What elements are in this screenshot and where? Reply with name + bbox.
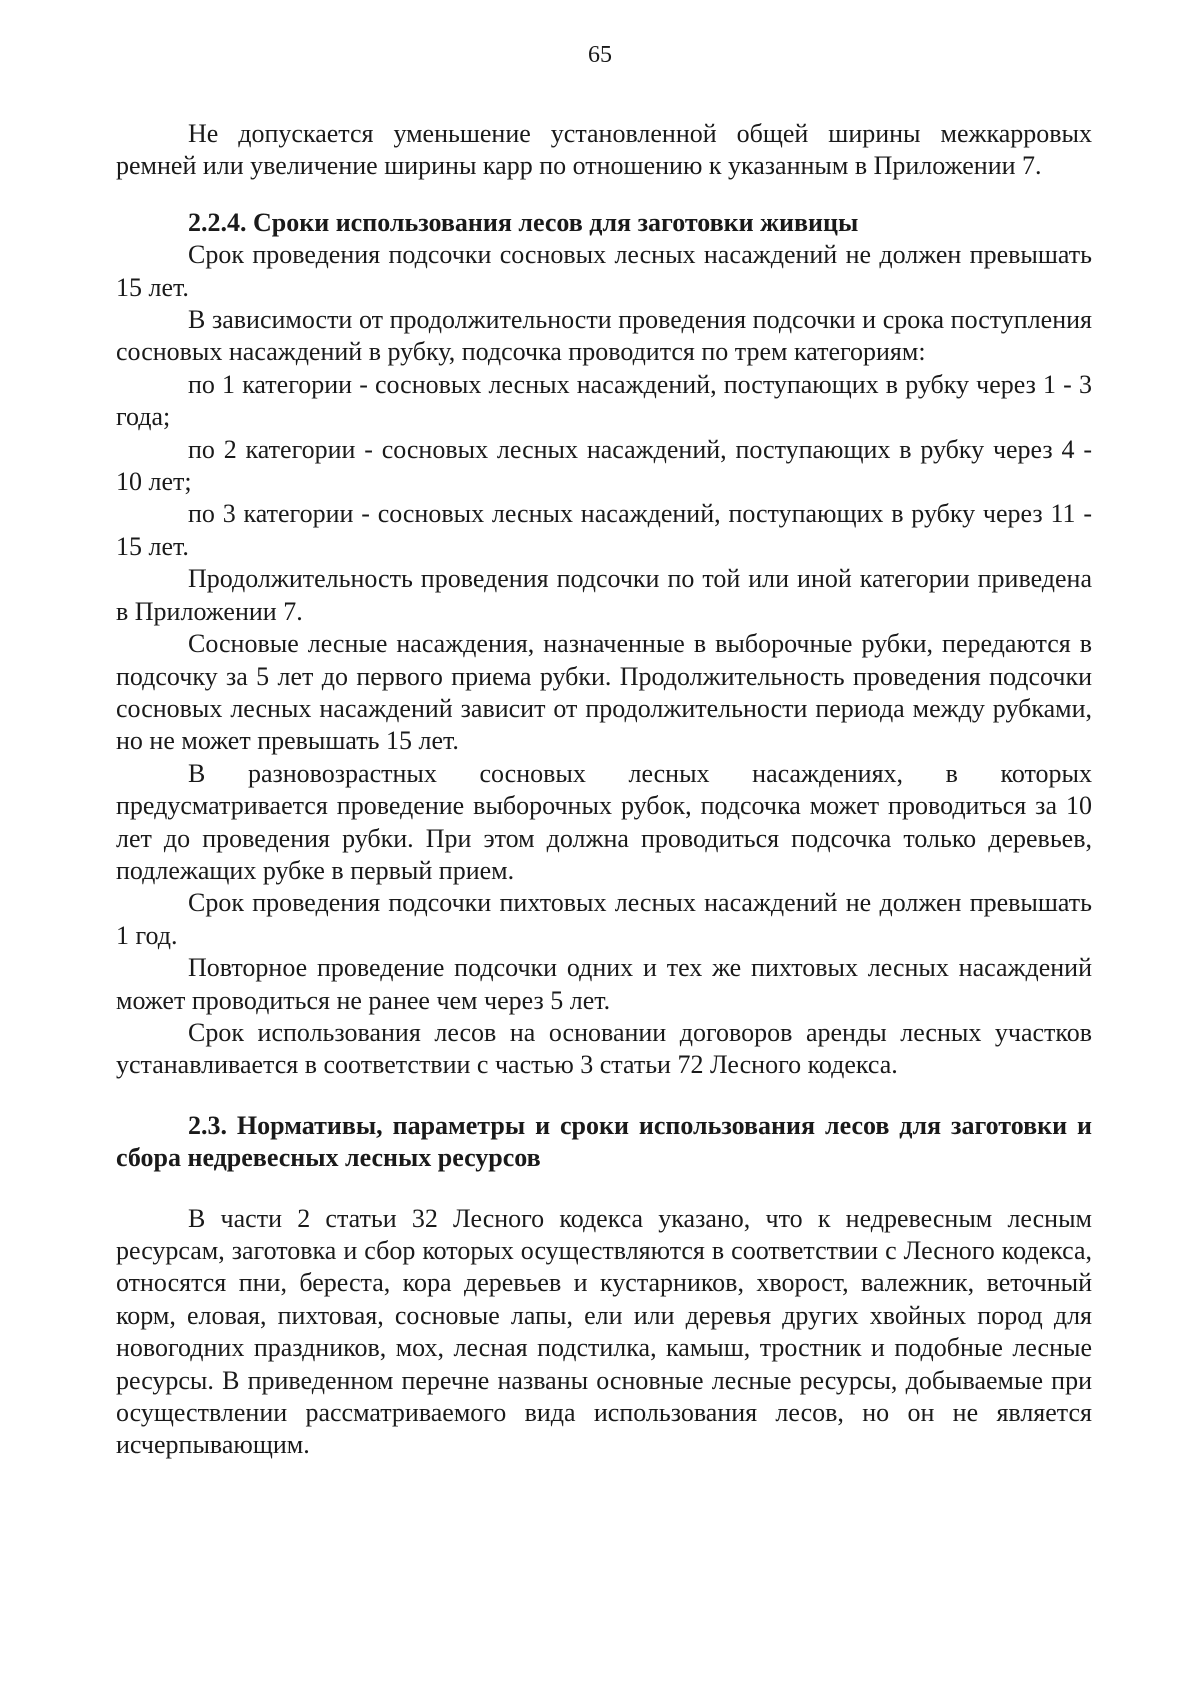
section-heading-2-2-4: 2.2.4. Сроки использования лесов для заготовки живицы	[188, 207, 859, 237]
page-number: 65	[588, 42, 612, 68]
paragraph-category-3: по 3 категории - сосновых лесных насаждений, поступающих в рубку через 11 - 15 лет.	[116, 499, 1092, 561]
paragraph-tapping-categories-intro: В зависимости от продолжительности проведения подсочки и срока поступления сосновых насаждений в рубку, подсочка проводится по трем категориям:	[116, 305, 1092, 367]
document-body	[116, 118, 1092, 1462]
paragraph-category-1: по 1 категории - сосновых лесных насаждений, поступающих в рубку через 1 - 3 года;	[116, 369, 1092, 432]
paragraph-non-timber-resources: В части 2 статьи 32 Лесного кодекса указано, что к недревесным лесным ресурсам, заготовка и сбор которых осуществляются в соответствии с Лесного кодекса, относятся пни, береста, кора деревьев и кустарников, хворост, валежник, веточный корм, еловая, пихтовая, сосновые лапы, ели или деревья других хвойных пород для новогодних праздников, мох, лесная подстилка, камыш, тростник и подобные лесные ресурсы. В приведенном перечне названы основные лесные ресурсы, добываемые при осуществлении рассматриваемого вида использования лесов, но он не является исчерпывающим.	[116, 1203, 1092, 1460]
paragraph-fir-tapping-term: Срок проведения подсочки пихтовых лесных насаждений не должен превышать 1 год.	[116, 888, 1092, 950]
section-heading-2-3: 2.3. Нормативы, параметры и сроки использования лесов для заготовки и сбора недревесных лесных ресурсов	[116, 1110, 1092, 1173]
paragraph-karr-width: Не допускается уменьшение установленной общей ширины межкарровых ремней или увеличение ширины карр по отношению к указанным в Приложении 7.	[116, 119, 1092, 181]
paragraph-category-duration: Продолжительность проведения подсочки по той или иной категории приведена в Приложении 7.	[116, 564, 1092, 626]
paragraph-uneven-aged-stands: В разновозрастных сосновых лесных насаждениях, в которых предусматривается проведение выборочных рубок, подсочка может проводиться за 10 лет до проведения рубки. При этом должна проводиться подсочка только деревьев, подлежащих рубке в первый прием.	[116, 758, 1092, 885]
paragraph-pine-tapping-term: Срок проведения подсочки сосновых лесных насаждений не должен превышать 15 лет.	[116, 240, 1092, 302]
paragraph-category-2: по 2 категории - сосновых лесных насаждений, поступающих в рубку через 4 - 10 лет;	[116, 434, 1092, 497]
paragraph-selective-cutting: Сосновые лесные насаждения, назначенные в выборочные рубки, передаются в подсочку за 5 лет до первого приема рубки. Продолжительность проведения подсочки сосновых лесных насаждений зависит от продолжительности периода между рубками, но не может превышать 15 лет.	[116, 629, 1092, 756]
paragraph-fir-repeat-tapping: Повторное проведение подсочки одних и тех же пихтовых лесных насаждений может проводиться не ранее чем через 5 лет.	[116, 953, 1092, 1015]
paragraph-lease-term: Срок использования лесов на основании договоров аренды лесных участков устанавливается в соответствии с частью 3 статьи 72 Лесного кодекса.	[116, 1017, 1092, 1080]
